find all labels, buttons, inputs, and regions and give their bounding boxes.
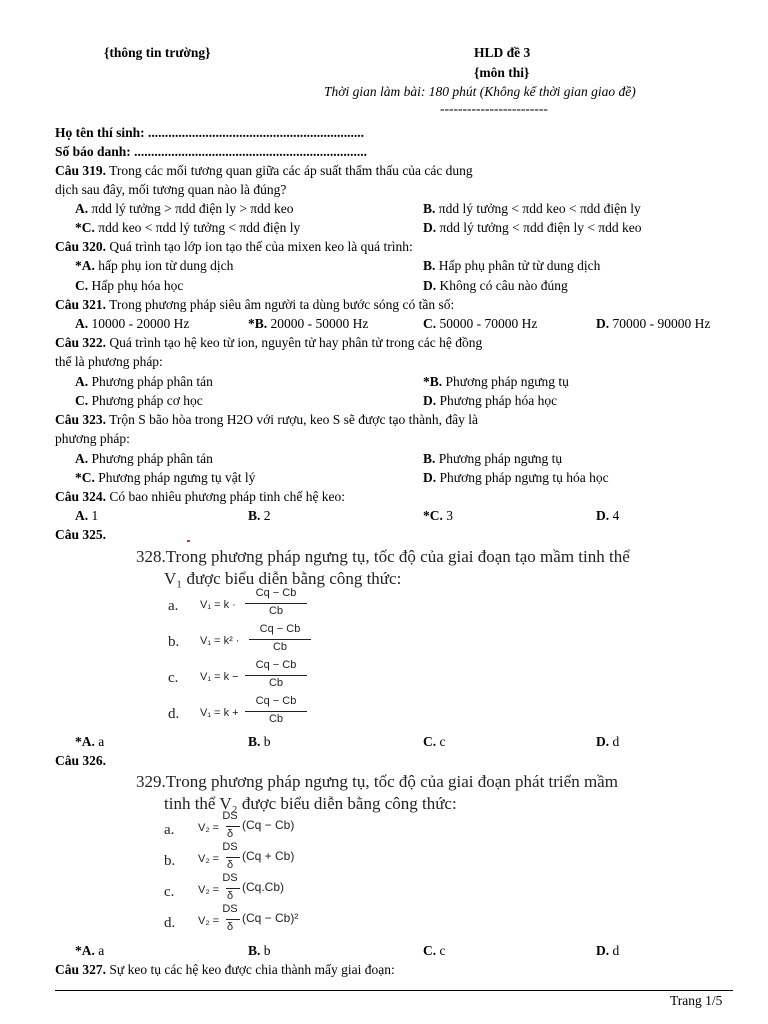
question-319-stem-cont: dịch sau đây, mối tương quan nào là đúng? bbox=[55, 182, 287, 197]
question-320-options-row1 bbox=[0, 258, 768, 276]
school-info: {thông tin trường} bbox=[104, 45, 211, 60]
question-325-options bbox=[0, 734, 768, 752]
question-323-options-row2 bbox=[0, 470, 768, 488]
option-b: B. Phương pháp ngưng tụ bbox=[423, 451, 563, 466]
option-c: C. 50000 - 70000 Hz bbox=[423, 316, 538, 331]
option-b: B. b bbox=[248, 734, 271, 749]
footer-divider bbox=[55, 990, 733, 991]
question-319-options-row2 bbox=[0, 220, 768, 238]
question-321-options bbox=[0, 316, 768, 334]
option-d: D. 70000 - 90000 Hz bbox=[596, 316, 711, 331]
subject: {môn thi} bbox=[474, 65, 530, 80]
question-320-stem: Câu 320. Quá trình tạo lớp ion tạo thế của mixen keo là quá trình: bbox=[55, 239, 413, 254]
header-separator: ------------------------ bbox=[440, 101, 548, 116]
question-322-stem: Câu 322. Quá trình tạo hệ keo từ ion, nguyên tử hay phân tử trong các hệ đồng bbox=[55, 335, 483, 350]
exam-time: Thời gian làm bài: 180 phút (Không kể thời gian giao đề) bbox=[324, 84, 636, 99]
option-d: D. Phương pháp hóa học bbox=[423, 393, 558, 408]
question-323-stem-cont: phương pháp: bbox=[55, 431, 130, 446]
question-325-number: Câu 325. bbox=[55, 527, 107, 542]
question-319-stem: Câu 319. Trong các mối tương quan giữa các áp suất thẩm thấu của các dung bbox=[55, 163, 473, 178]
question-325-image: 328.Trong phương pháp ngưng tụ, tốc độ của giai đoạn tạo mầm tinh thể V₁ được biểu diễn bằng công thức: a. V₁ = k · Cq − Cb Cb b. V₁ = k² · Cq − Cb Cb c. V₁ = k − Cq − Cb Cb d. V₁ = k + Cq − Cb Cb bbox=[136, 547, 630, 725]
candidate-id-label: Số báo danh: ..................................................................... bbox=[55, 144, 368, 159]
option-c: C. Hấp phụ hóa học bbox=[75, 278, 184, 293]
option-a: A. πdd lý tưởng > πdd điện ly > πdd keo bbox=[75, 201, 294, 216]
question-326-number: Câu 326. bbox=[55, 753, 107, 768]
question-321-stem: Câu 321. Trong phương pháp siêu âm người ta dùng bước sóng có tần số: bbox=[55, 297, 455, 312]
option-a: *A. a bbox=[75, 734, 105, 749]
question-324-options bbox=[0, 508, 768, 526]
option-b: *B. 20000 - 50000 Hz bbox=[248, 316, 369, 331]
option-d: D. πdd lý tưởng < πdd điện ly < πdd keo bbox=[423, 220, 642, 235]
option-b: B. b bbox=[248, 943, 271, 958]
question-319-options-row1 bbox=[0, 201, 768, 219]
option-d: D. 4 bbox=[596, 508, 620, 523]
question-322-stem-cont: thể là phương pháp: bbox=[55, 354, 163, 369]
option-c: C. Phương pháp cơ học bbox=[75, 393, 203, 408]
option-c: *C. πdd keo < πdd lý tưởng < πdd điện ly bbox=[75, 220, 301, 235]
exam-code: HLD đề 3 bbox=[474, 45, 531, 60]
option-d: D. d bbox=[596, 734, 620, 749]
option-a: A. 1 bbox=[75, 508, 99, 523]
option-c: *C. 3 bbox=[423, 508, 453, 523]
option-c: *C. Phương pháp ngưng tụ vật lý bbox=[75, 470, 256, 485]
option-a: *A. a bbox=[75, 943, 105, 958]
question-326-options bbox=[0, 943, 768, 961]
question-323-stem: Câu 323. Trộn S bão hòa trong H2O với rượu, keo S sẽ được tạo thành, đây là bbox=[55, 412, 479, 427]
option-b: *B. Phương pháp ngưng tụ bbox=[423, 374, 569, 389]
option-d: D. d bbox=[596, 943, 620, 958]
option-d: D. Không có câu nào đúng bbox=[423, 278, 568, 293]
option-c: C. c bbox=[423, 734, 446, 749]
option-b: B. Hấp phụ phân tử từ dung dịch bbox=[423, 258, 601, 273]
option-d: D. Phương pháp ngưng tụ hóa học bbox=[423, 470, 609, 485]
option-a: A. Phương pháp phân tán bbox=[75, 451, 213, 466]
option-a: A. 10000 - 20000 Hz bbox=[75, 316, 190, 331]
question-320-options-row2 bbox=[0, 278, 768, 296]
option-a: A. Phương pháp phân tán bbox=[75, 374, 213, 389]
question-324-stem: Câu 324. Có bao nhiêu phương pháp tinh chế hệ keo: bbox=[55, 489, 346, 504]
question-322-options-row1 bbox=[0, 374, 768, 392]
red-mark bbox=[187, 540, 190, 542]
question-326-image: 329.Trong phương pháp ngưng tụ, tốc độ của giai đoạn phát triển mầm tinh thể V₂ được biểu diễn bằng công thức: a. V₂ = DS δ (Cq − Cb) b. V₂ = DS δ (Cq + Cb) c. V₂ = DS δ (Cq.Cb) d. V₂ = DS δ (Cq − Cb)² bbox=[136, 772, 618, 933]
option-b: B. πdd lý tưởng < πdd keo < πdd điện ly bbox=[423, 201, 641, 216]
question-327-stem: Câu 327. Sự keo tụ các hệ keo được chia thành mấy giai đoạn: bbox=[55, 962, 395, 977]
option-c: C. c bbox=[423, 943, 446, 958]
question-323-options-row1 bbox=[0, 451, 768, 469]
option-b: B. 2 bbox=[248, 508, 271, 523]
candidate-name-label: Họ tên thí sinh: ................................................................ bbox=[55, 125, 365, 140]
page-number: Trang 1/5 bbox=[670, 993, 723, 1008]
question-322-options-row2 bbox=[0, 393, 768, 411]
option-a: *A. hấp phụ ion từ dung dịch bbox=[75, 258, 234, 273]
